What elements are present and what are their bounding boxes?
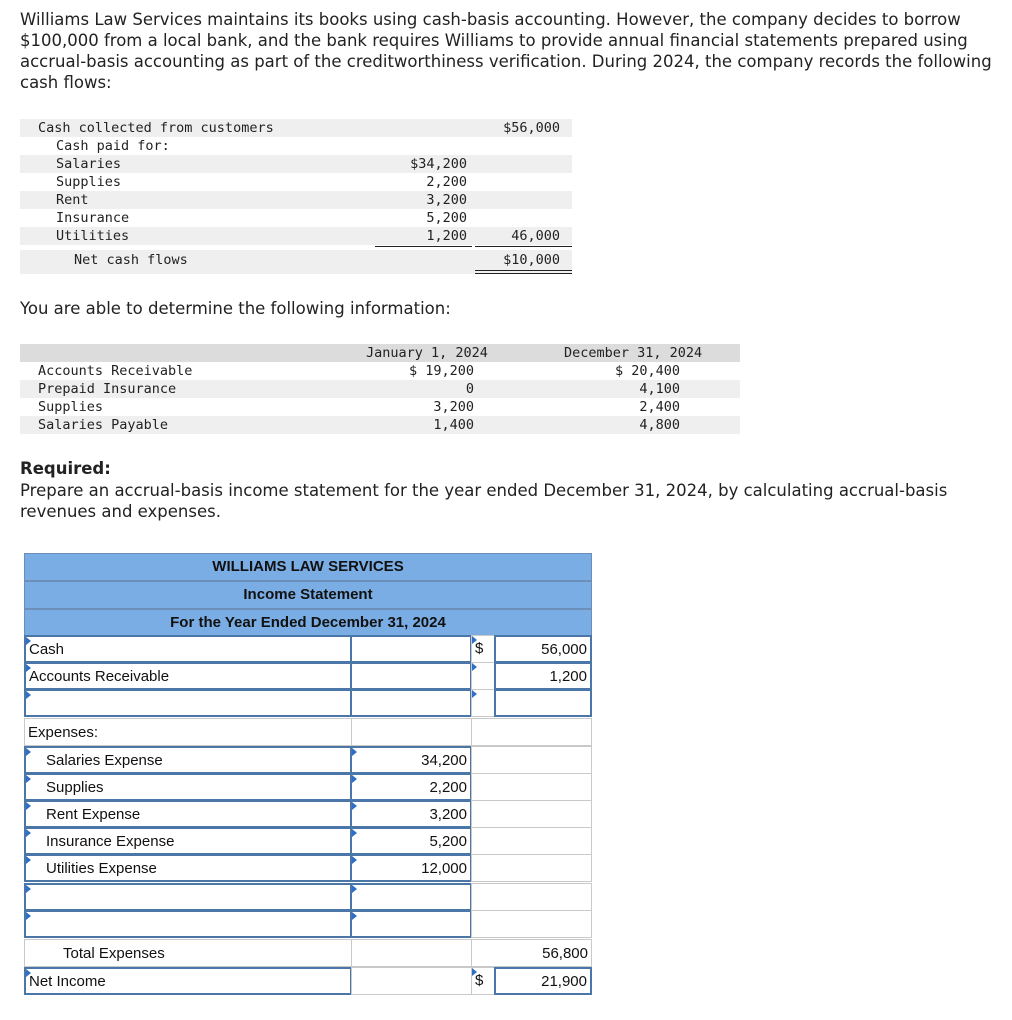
balance-jan: $ 19,200 [408,363,474,379]
dropdown-marker-icon [26,664,31,672]
cash-paid-total: 46,000 [511,228,560,244]
cash-paid-item-label: Supplies [56,174,122,190]
dropdown-marker-icon [472,968,477,976]
cash-paid-item-amount: 5,200 [426,210,467,226]
expense-amount: 5,200 [429,833,467,850]
net-cash-flows-amount: $10,000 [503,252,560,268]
balance-jan: 0 [465,381,474,397]
expense-label-input[interactable] [24,883,352,911]
balance-jan: 1,400 [433,417,474,433]
dropdown-marker-icon [26,748,31,756]
dropdown-marker-icon [26,885,31,893]
required-heading: Required: [20,459,111,478]
amount-input[interactable] [350,689,472,717]
dropdown-marker-icon [26,802,31,810]
empty-cell [471,662,495,690]
expense-label-input[interactable] [24,910,352,938]
empty-cell [471,883,592,911]
revenue-label-input[interactable] [24,689,352,717]
expense-label: Utilities Expense [46,860,157,877]
cash-paid-item-amount: $34,200 [410,156,467,172]
expense-amount-input[interactable] [350,773,472,801]
expense-amount: 2,200 [429,779,467,796]
expense-label-input[interactable] [24,746,352,774]
info-intro: You are able to determine the following information: [20,299,451,318]
cash-collected-amount: $56,000 [503,120,560,136]
empty-cell [471,827,592,855]
total-expenses-amount: 56,800 [471,939,592,967]
required-text: Prepare an accrual-basis income statement for the year ended December 31, 2024, by calculating accrual-basis revenues and expenses. [20,481,948,521]
expense-label-input[interactable] [24,800,352,828]
expense-label-input[interactable] [24,827,352,855]
dropdown-marker-icon [352,885,357,893]
dropdown-marker-icon [352,912,357,920]
empty-cell [471,854,592,882]
statement-company: WILLIAMS LAW SERVICES [24,553,592,581]
empty-cell [471,800,592,828]
balance-dec: 2,400 [639,399,680,415]
expense-amount-input[interactable] [350,910,472,938]
expense-amount-input[interactable] [350,854,472,882]
balance-label: Accounts Receivable [38,363,193,379]
empty-cell [351,718,472,746]
dropdown-marker-icon [352,802,357,810]
dollar-sign [471,967,495,995]
revenue-amount: 56,000 [541,641,587,658]
cash-paid-item-amount: 2,200 [426,174,467,190]
revenue-label: Accounts Receivable [29,668,170,685]
balance-label: Supplies [38,399,104,415]
expense-amount: 34,200 [421,752,467,769]
dollar-sign [471,635,495,663]
dropdown-marker-icon [26,775,31,783]
dropdown-marker-icon [472,663,477,671]
revenue-amount: 1,200 [549,668,587,685]
balance-label: Salaries Payable [38,417,169,433]
double-underline [475,270,572,271]
cash-paid-item-label: Salaries [56,156,122,172]
dropdown-marker-icon [26,912,31,920]
dollar-sign-text: $ [475,640,484,657]
balance-jan: 3,200 [433,399,474,415]
expense-amount-input[interactable] [350,827,472,855]
dropdown-marker-icon [352,748,357,756]
cash-paid-item-amount: 1,200 [426,228,467,244]
double-underline [475,273,572,274]
revenue-total-input[interactable] [494,635,592,663]
balance-dec: 4,100 [639,381,680,397]
expense-label: Insurance Expense [46,833,175,850]
empty-cell [471,689,495,717]
dropdown-marker-icon [26,969,31,977]
expense-label: Rent Expense [46,806,141,823]
cash-paid-item-label: Utilities [56,228,130,244]
revenue-label-input[interactable] [24,635,352,663]
net-income-label-input[interactable] [24,967,352,995]
cash-paid-item-label: Insurance [56,210,130,226]
net-income-input[interactable] [494,967,592,995]
cash-paid-item-label: Rent [56,192,89,208]
expense-label-input[interactable] [24,773,352,801]
subtotal-rule [475,246,572,247]
amount-input[interactable] [350,662,472,690]
expense-amount-input[interactable] [350,746,472,774]
revenue-label: Cash [29,641,65,658]
dropdown-marker-icon [472,690,477,698]
expense-amount-input[interactable] [350,883,472,911]
total-expenses-label: Total Expenses [24,939,352,967]
subtotal-rule [375,246,472,247]
dropdown-marker-icon [352,829,357,837]
cash-paid-item-amount: 3,200 [426,192,467,208]
empty-cell [351,939,472,967]
revenue-label-input[interactable] [24,662,352,690]
dropdown-marker-icon [26,829,31,837]
problem-intro: Williams Law Services maintains its books using cash-basis accounting. However, the company decides to borrow $100,000 from a local bank, and the bank requires Williams to provide annual financial statements prepared using accrual-basis accounting as part of the creditworthiness verification. During 2024, the company records the following cash flows: [20,10,992,92]
dropdown-marker-icon [26,856,31,864]
empty-cell [471,746,592,774]
dropdown-marker-icon [26,637,31,645]
expense-amount: 12,000 [421,860,467,877]
net-income-label: Net Income [29,973,106,990]
expenses-heading: Expenses: [24,718,352,746]
dropdown-marker-icon [352,775,357,783]
balance-label: Prepaid Insurance [38,381,177,397]
expense-label: Salaries Expense [46,752,163,769]
cash-collected-label: Cash collected from customers [38,120,274,136]
balance-dec: $ 20,400 [614,363,680,379]
dollar-sign-text: $ [475,972,484,989]
expense-amount-input[interactable] [350,800,472,828]
dropdown-marker-icon [352,856,357,864]
col-header-jan: January 1, 2024 [366,345,488,361]
empty-cell [471,910,592,938]
revenue-total-input[interactable] [494,689,592,717]
revenue-total-input[interactable] [494,662,592,690]
amount-input[interactable] [350,635,472,663]
dropdown-marker-icon [472,636,477,644]
empty-cell [471,718,592,746]
statement-title: Income Statement [24,581,592,609]
net-income-amount: 21,900 [541,973,587,990]
dropdown-marker-icon [26,691,31,699]
statement-period: For the Year Ended December 31, 2024 [24,609,592,637]
expense-label: Supplies [46,779,104,796]
net-cash-flows-label: Net cash flows [74,252,188,268]
cash-paid-label: Cash paid for: [56,138,170,154]
income-statement [24,553,592,996]
expense-label-input[interactable] [24,854,352,882]
col-header-dec: December 31, 2024 [564,345,703,361]
empty-cell [351,967,472,995]
balance-dec: 4,800 [639,417,680,433]
empty-cell [471,773,592,801]
expense-amount: 3,200 [429,806,467,823]
